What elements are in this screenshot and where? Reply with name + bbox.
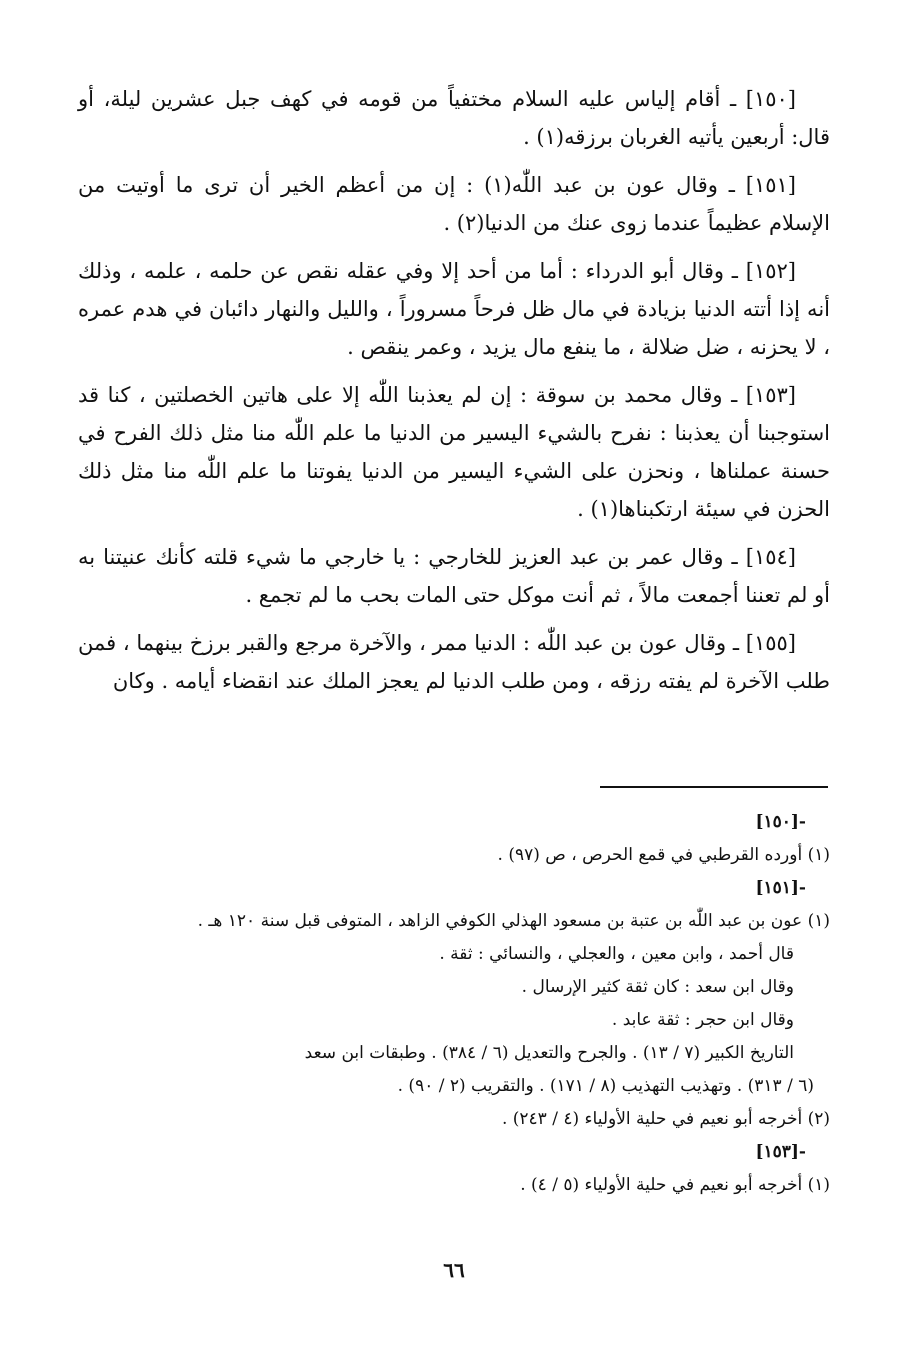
paragraph-154: [١٥٤] ـ وقال عمر بن عبد العزيز للخارجي : يا خارجي ما شيء قلته كأنك عنيتنا به أو لم تعننا أجمعت مالاً ، ثم أنت موكل حتى المات بحب ما لم تجمع . <box>78 545 830 607</box>
footnote-151-sources-cont: (٦ / ٣١٣) . وتهذيب التهذيب (٨ / ١٧١) . والتقريب (٢ / ٩٠) . <box>397 1076 814 1096</box>
footnotes <box>78 806 830 1202</box>
page-number: ٦٦ <box>443 1258 465 1282</box>
footnote-151-2: (٢) أخرجه أبو نعيم في حلية الأولياء (٤ / ٢٤٣) . <box>501 1109 830 1129</box>
footnote-151-ibn-hajar: وقال ابن حجر : ثقة عابد . <box>611 1010 794 1030</box>
footnote-separator <box>600 786 828 788</box>
footnote-151-sources: التاريخ الكبير (٧ / ١٣) . والجرح والتعديل (٦ / ٣٨٤) . وطبقات ابن سعد <box>304 1043 794 1063</box>
footnote-153-1: (١) أخرجه أبو نعيم في حلية الأولياء (٥ / ٤) . <box>520 1175 830 1195</box>
footnote-151-1: (١) عون بن عبد اللّٰه بن عتبة بن مسعود الهذلي الكوفي الزاهد ، المتوفى قبل سنة ١٢٠ هـ . <box>197 911 830 931</box>
paragraph-155: [١٥٥] ـ وقال عون بن عبد اللّٰه : الدنيا ممر ، والآخرة مرجع والقبر برزخ بينهما ، فمن طلب الآخرة لم يفته رزقه ، ومن طلب الدنيا لم يعجز الملك عند انقضاء أيامه . وكان <box>78 631 830 693</box>
footnote-151-ahmad: قال أحمد ، وابن معين ، والعجلي ، والنسائي : ثقة . <box>439 944 794 964</box>
footnote-heading-150: -[١٥٠] <box>755 812 806 832</box>
paragraph-150: [١٥٠] ـ أقام إلياس عليه السلام مختفياً من قومه في كهف جبل عشرين ليلة، أو قال: أربعين يأتيه الغربان برزقه(١) . <box>78 87 830 149</box>
footnote-heading-151: -[١٥١] <box>755 878 806 898</box>
footnote-150-1: (١) أورده القرطبي في قمع الحرص ، ص (٩٧) . <box>497 845 830 865</box>
footnote-heading-153: -[١٥٣] <box>755 1142 806 1162</box>
footnote-151-ibn-saad: وقال ابن سعد : كان ثقة كثير الإرسال . <box>521 977 794 997</box>
paragraph-152: [١٥٢] ـ وقال أبو الدرداء : أما من أحد إلا وفي عقله نقص عن حلمه ، علمه ، وذلك أنه إذا أتته الدنيا بزيادة في مال ظل فرحاً مسروراً ، والليل والنهار دائبان في هدم عمره ، لا يحزنه ، ضل ضلالة ، ما ينفع مال يزيد ، وعمر ينقص . <box>78 259 830 359</box>
paragraph-153: [١٥٣] ـ وقال محمد بن سوقة : إن لم يعذبنا اللّٰه إلا على هاتين الخصلتين ، كنا قد استوجبنا أن يعذبنا : نفرح بالشيء اليسير من الدنيا ما علم اللّٰه منا مثل ذلك الفرح في حسنة عملناها ، ونحزن على الشيء اليسير من الدنيا يفوتنا ما علم اللّٰه منا مثل ذلك الحزن في سيئة ارتكبناها(١) . <box>78 383 830 521</box>
main-text <box>78 80 830 710</box>
paragraph-151: [١٥١] ـ وقال عون بن عبد اللّٰه(١) : إن من أعظم الخير أن ترى ما أوتيت من الإسلام عظيماً عندما زوى عنك من الدنيا(٢) . <box>78 173 830 235</box>
